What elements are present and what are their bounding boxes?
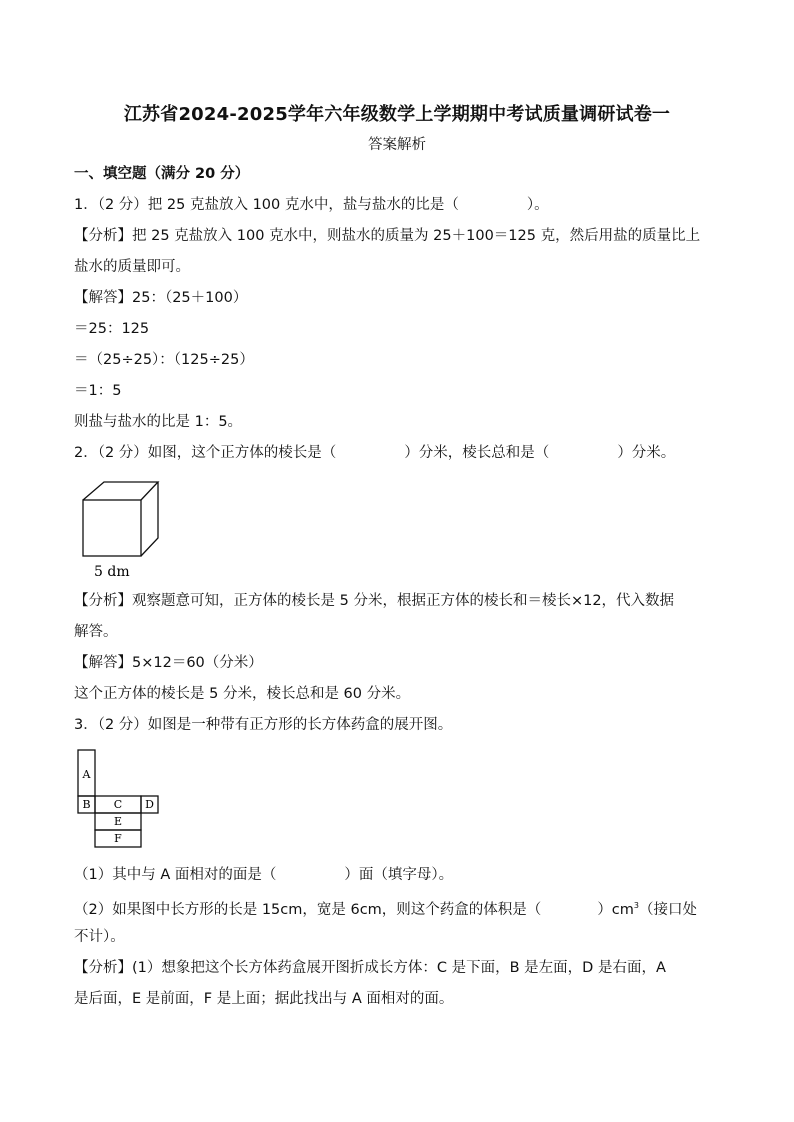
q1-solution-line-2: ＝25：125 — [74, 321, 150, 337]
q1-solution-line-1: 【解答】25：（25＋100） — [74, 290, 248, 306]
q3-analysis-line-2: 是后面，E 是前面，F 是上面；据此找出与 A 面相对的面。 — [74, 991, 454, 1007]
box-net-figure — [76, 748, 164, 852]
cube-figure — [76, 478, 166, 582]
question-1-end: ）。 — [526, 197, 549, 213]
q3-part-1 — [74, 865, 453, 885]
net-label-c: C — [113, 798, 123, 811]
q3-part-2-unit: ）cm — [597, 901, 634, 918]
question-2 — [74, 443, 675, 463]
q1-conclusion: 则盐与盐水的比是 1：5。 — [74, 414, 243, 430]
question-3: 3．（2 分）如图是一种带有正方形的长方体药盒的展开图。 — [74, 717, 453, 733]
section-heading: 一、填空题（满分 20 分） — [74, 166, 250, 182]
q3-part-1-text: （1）其中与 A 面相对的面是（ — [74, 867, 277, 883]
q2-solution-line-1: 【解答】5×12＝60（分米） — [74, 655, 263, 671]
question-2-text: 2．（2 分）如图，这个正方体的棱长是（ — [74, 445, 337, 461]
q3-part-2-superscript: 3 — [633, 901, 640, 910]
net-label-f: F — [114, 832, 122, 845]
q2-conclusion: 这个正方体的棱长是 5 分米，棱长总和是 60 分米。 — [74, 686, 411, 702]
net-label-e: E — [113, 815, 123, 828]
cube-top-face — [83, 482, 158, 500]
net-label-b: B — [82, 798, 91, 811]
q3-part-1-end: ）面（填字母）。 — [344, 867, 454, 883]
q3-analysis-line-1: 【分析】(1）想象把这个长方体药盒展开图折成长方体：C 是下面，B 是左面，D 是右面，A — [74, 960, 666, 976]
question-2-end: ）分米。 — [617, 445, 676, 461]
q2-analysis-line-1: 【分析】观察题意可知，正方体的棱长是 5 分米，根据正方体的棱长和＝棱长×12，代入数据 — [74, 593, 675, 609]
q1-solution-line-3: ＝（25÷25）：（125÷25） — [74, 352, 254, 368]
cube-side-face — [141, 482, 158, 556]
question-2-middle: ）分米，棱长总和是（ — [404, 445, 550, 461]
cube-front-face — [83, 500, 141, 556]
page-subtitle: 答案解析 — [368, 137, 426, 153]
q2-analysis-line-2: 解答。 — [74, 624, 118, 640]
question-1-text: 1．（2 分）把 25 克盐放入 100 克水中，盐与盐水的比是（ — [74, 197, 459, 213]
net-label-a: A — [82, 768, 91, 781]
page-title: 江苏省2024-2025学年六年级数学上学期期中考试质量调研试卷一 — [123, 104, 671, 125]
q1-solution-line-4: ＝1：5 — [74, 383, 122, 399]
net-label-d: D — [145, 798, 154, 811]
q3-part-2-note: （接口处 — [639, 901, 698, 918]
question-1 — [74, 195, 549, 215]
q1-analysis-line-1: 【分析】把 25 克盐放入 100 克水中，则盐水的质量为 25＋100＝125 克，然后用盐的质量比上 — [74, 228, 701, 244]
q1-analysis-line-2: 盐水的质量即可。 — [74, 259, 190, 275]
q3-part-2-text: （2）如果图中长方形的长是 15cm，宽是 6cm，则这个药盒的体积是（ — [74, 901, 542, 918]
cube-edge-label: 5 dm — [94, 564, 130, 580]
q3-part-2 — [74, 896, 697, 920]
q3-part-2-continued: 不计）。 — [74, 929, 125, 945]
